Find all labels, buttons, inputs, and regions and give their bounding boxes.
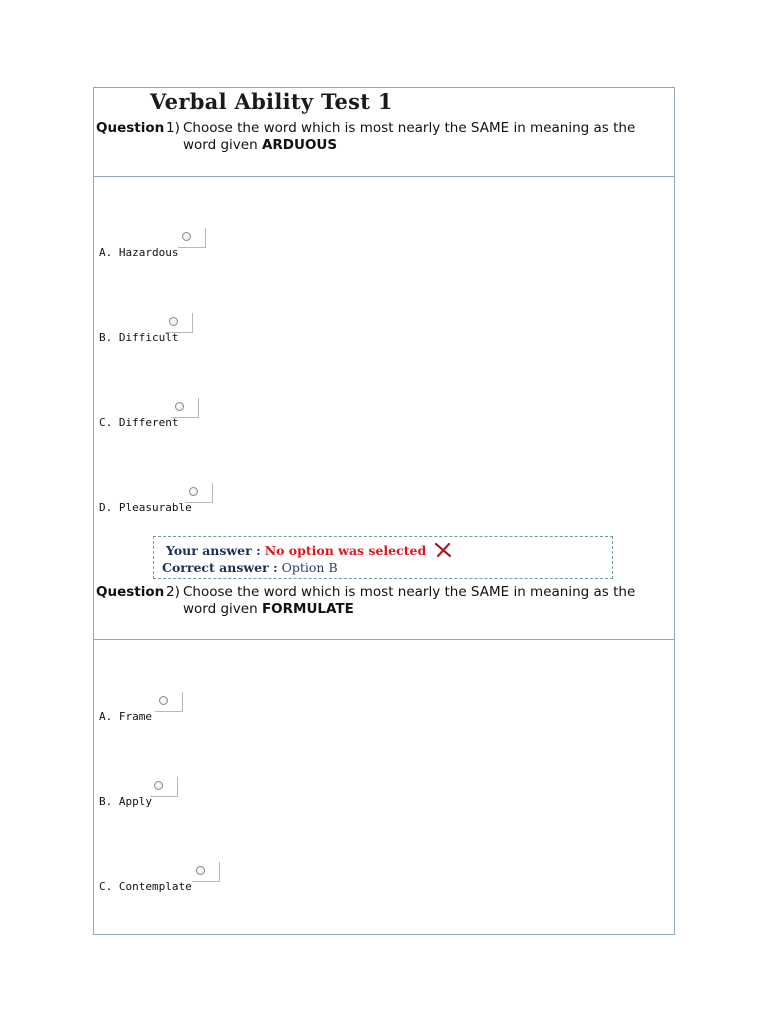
divider — [93, 639, 675, 640]
option-label: D. Pleasurable — [99, 501, 192, 514]
cross-icon — [434, 543, 452, 560]
question-text — [183, 584, 663, 618]
question-text-prefix: word given — [183, 601, 262, 617]
radio-button[interactable] — [182, 232, 191, 241]
question-keyword: FORMULATE — [261, 601, 354, 617]
option-radio-container[interactable] — [155, 692, 183, 712]
question-text-line: Choose the word which is most nearly the SAME in meaning as the — [183, 120, 636, 136]
question-number: 2) — [166, 584, 180, 600]
option-radio-container[interactable] — [178, 228, 206, 248]
option-label: A. Hazardous — [99, 246, 179, 259]
option-radio-container[interactable] — [185, 483, 213, 503]
option-radio-container[interactable] — [150, 777, 178, 797]
divider — [93, 176, 675, 177]
radio-button[interactable] — [159, 696, 168, 705]
your-answer-label: Your answer : — [166, 543, 261, 558]
question-number: 1) — [166, 120, 180, 136]
correct-answer-label: Correct answer : — [162, 560, 278, 575]
option-radio-container[interactable] — [171, 398, 199, 418]
question-text — [183, 120, 663, 154]
option-label: A. Frame — [99, 710, 152, 723]
question-text-line — [183, 137, 663, 154]
question-label: Question — [96, 120, 165, 136]
correct-answer-row — [162, 560, 338, 575]
radio-button[interactable] — [169, 317, 178, 326]
your-answer-value: No option was selected — [264, 543, 427, 558]
radio-button[interactable] — [154, 781, 163, 790]
option-radio-container[interactable] — [192, 862, 220, 882]
question-keyword: ARDUOUS — [261, 137, 338, 153]
radio-button[interactable] — [189, 487, 198, 496]
radio-button[interactable] — [196, 866, 205, 875]
radio-button[interactable] — [175, 402, 184, 411]
answer-result-box — [153, 536, 613, 579]
question-text-line: Choose the word which is most nearly the SAME in meaning as the — [183, 584, 636, 600]
question-text-line — [183, 601, 663, 618]
your-answer-row — [166, 543, 452, 560]
page-title: Verbal Ability Test 1 — [150, 89, 393, 114]
option-radio-container[interactable] — [165, 313, 193, 333]
option-label: B. Difficult — [99, 331, 179, 344]
option-label: C. Contemplate — [99, 880, 192, 893]
option-label: B. Apply — [99, 795, 152, 808]
option-label: C. Different — [99, 416, 179, 429]
question-text-prefix: word given — [183, 137, 262, 153]
question-label: Question — [96, 584, 165, 600]
correct-answer-value: Option B — [281, 560, 338, 575]
